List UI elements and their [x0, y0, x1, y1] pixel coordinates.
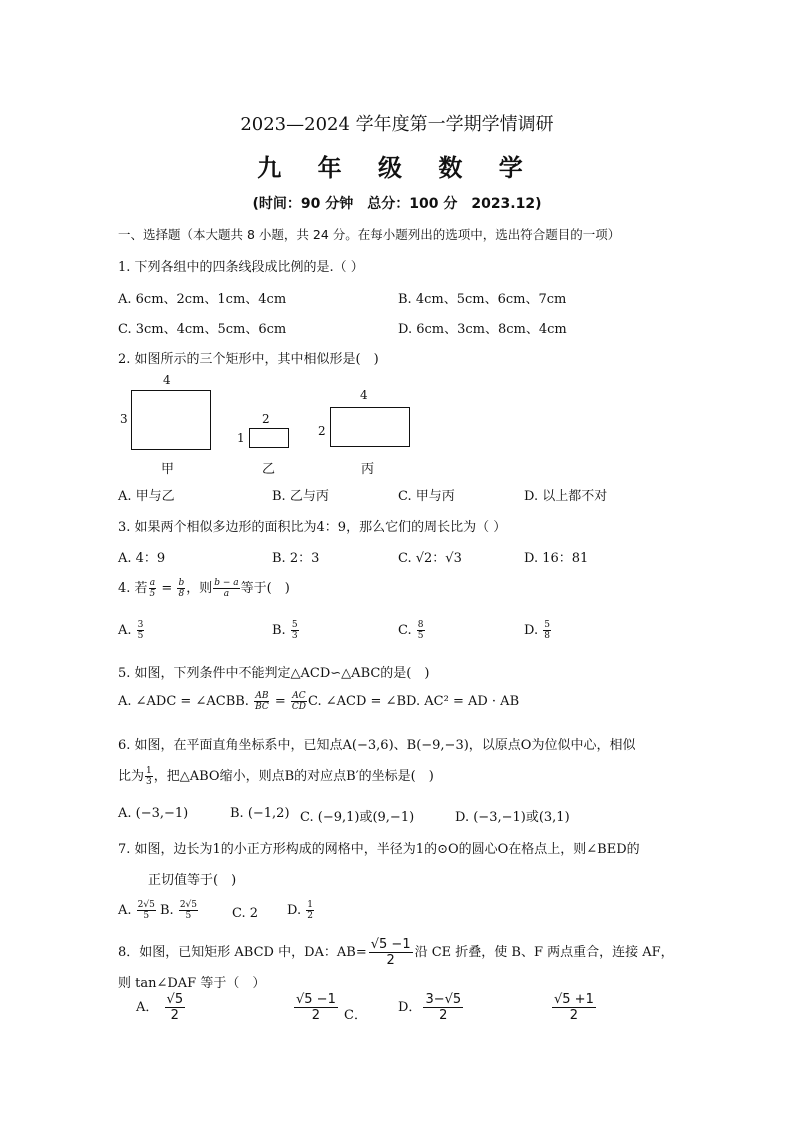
rect-jia-side-label: 3 — [120, 412, 128, 426]
q8-option-c-label: C． — [344, 1008, 367, 1023]
question-5-stem: 5. 如图，下列条件中不能判定△ACD∽△ABC的是( ) — [118, 666, 430, 681]
section-heading: 一、选择题（本大题共 8 小题，共 24 分。在每小题列出的选项中，选出符合题目的一项） — [118, 227, 621, 242]
rect-jia — [131, 390, 211, 450]
q4-option-d: D. $\frac{5}{8}$ — [524, 620, 550, 641]
question-2-stem: 2. 如图所示的三个矩形中，其中相似形是( ) — [118, 352, 379, 367]
q2-option-a: A. 甲与乙 — [118, 489, 175, 504]
question-4-stem: 4. 若 $\frac{a}{5}$ = $\frac{b}{8}$ ，则 $\frac{b - a}{a}$ 等于( ) — [118, 578, 290, 599]
q4-fraction-a-over-5: $\frac{a}{5}$ — [149, 578, 156, 599]
q8-option-a: A． $\frac{√5}{2}$ — [136, 992, 184, 1023]
q4-option-a: A. $\frac{3}{5}$ — [118, 620, 144, 641]
q4-option-b: B. $\frac{5}{3}$ — [272, 620, 298, 641]
q3-option-b: B. 2：3 — [272, 551, 320, 566]
exam-title: 2023—2024 学年度第一学期学情调研 — [240, 114, 554, 135]
q2-option-c: C. 甲与丙 — [398, 489, 455, 504]
question-7-stem-line2: 正切值等于( ) — [148, 873, 237, 888]
q8-option-b: $\frac{√5 -1}{2}$ — [296, 992, 336, 1023]
subject-title: 九 年 级 数 学 — [257, 154, 537, 182]
rect-yi-name: 乙 — [262, 462, 276, 477]
q1-option-d: D. 6cm、3cm、8cm、4cm — [398, 322, 567, 337]
q2-option-d: D. 以上都不对 — [524, 489, 608, 504]
rect-yi-side-label: 1 — [237, 431, 245, 445]
question-6-stem-line2: 比为 $\frac{1}{3}$ ，把△ABO缩小，则点B的对应点B′的坐标是( ) — [118, 766, 434, 787]
q6-option-c: C. (−9,1)或(9,−1) — [300, 810, 415, 825]
q3-option-c: C. √2：√3 — [398, 551, 462, 566]
rect-bing-top-label: 4 — [360, 388, 368, 402]
rect-jia-top-label: 4 — [163, 373, 171, 387]
q5-options — [118, 691, 519, 712]
q4-fraction-b-over-8: $\frac{b}{8}$ — [178, 578, 185, 599]
q5-option-d: D. AC² = AD · AB — [406, 694, 520, 709]
q6-ratio-fraction: $\frac{1}{3}$ — [146, 766, 152, 787]
q1-option-a: A. 6cm、2cm、1cm、4cm — [118, 292, 287, 307]
q6-option-d: D. (−3,−1)或(3,1) — [455, 810, 570, 825]
q4-expression-fraction: $\frac{b - a}{a}$ — [214, 578, 239, 599]
question-8-stem-line1: 8．如图，已知矩形 ABCD 中，DA：AB= $\frac{√5 -1}{2}$ 沿 CE 折叠，使 B、F 两点重合，连接 AF， — [118, 937, 674, 968]
q5-option-a: A. ∠ADC = ∠ACB — [118, 694, 236, 709]
question-8-stem-line2: 则 tan∠DAF 等于（ ） — [118, 976, 266, 991]
question-3-stem: 3. 如果两个相似多边形的面积比为4：9，那么它们的周长比为（ ） — [118, 520, 507, 535]
q6-option-b: B. (−1,2) — [230, 806, 290, 821]
q8-ratio-fraction: $\frac{√5 -1}{2}$ — [370, 937, 411, 968]
rect-yi-top-label: 2 — [262, 412, 270, 426]
q5-option-b: B. $\frac{AB}{BC}$ = $\frac{AC}{CD}$ — [235, 691, 307, 712]
q1-option-c: C. 3cm、4cm、5cm、6cm — [118, 322, 287, 337]
q3-option-d: D. 16：81 — [524, 551, 589, 566]
q2-option-b: B. 乙与丙 — [272, 489, 329, 504]
q7-option-c: C. 2 — [232, 906, 259, 921]
exam-meta: (时间：90 分钟 总分：100 分 2023.12) — [252, 196, 542, 212]
q1-option-b: B. 4cm、5cm、6cm、7cm — [398, 292, 567, 307]
question-7-stem-line1: 7. 如图，边长为1的小正方形构成的网格中，半径为1的⊙O的圆心O在格点上，则∠BED的 — [118, 842, 640, 857]
q3-option-a: A. 4：9 — [118, 551, 166, 566]
q6-option-a: A. (−3,−1) — [118, 806, 189, 821]
q7-option-a: A. $\frac{2√5}{5}$ — [118, 900, 155, 921]
question-1-stem: 1. 下列各组中的四条线段成比例的是.（ ） — [118, 260, 364, 275]
q7-option-d: D. $\frac{1}{2}$ — [287, 900, 313, 921]
rect-yi — [249, 428, 289, 448]
q8-option-extra: $\frac{√5 +1}{2}$ — [554, 992, 594, 1023]
rect-bing-side-label: 2 — [318, 424, 326, 438]
rect-bing-name: 丙 — [361, 462, 375, 477]
rect-jia-name: 甲 — [161, 462, 175, 477]
question-6-stem-line1: 6. 如图，在平面直角坐标系中，已知点A(−3,6)、B(−9,−3)，以原点O为位似中心，相似 — [118, 738, 636, 753]
q5-option-c: C. ∠ACD = ∠B — [308, 694, 407, 709]
rect-bing — [330, 407, 410, 447]
q4-option-c: C. $\frac{8}{5}$ — [398, 620, 424, 641]
q7-option-b: B. $\frac{2√5}{5}$ — [160, 900, 198, 921]
q8-option-d: D． $\frac{3-√5}{2}$ — [398, 992, 462, 1023]
